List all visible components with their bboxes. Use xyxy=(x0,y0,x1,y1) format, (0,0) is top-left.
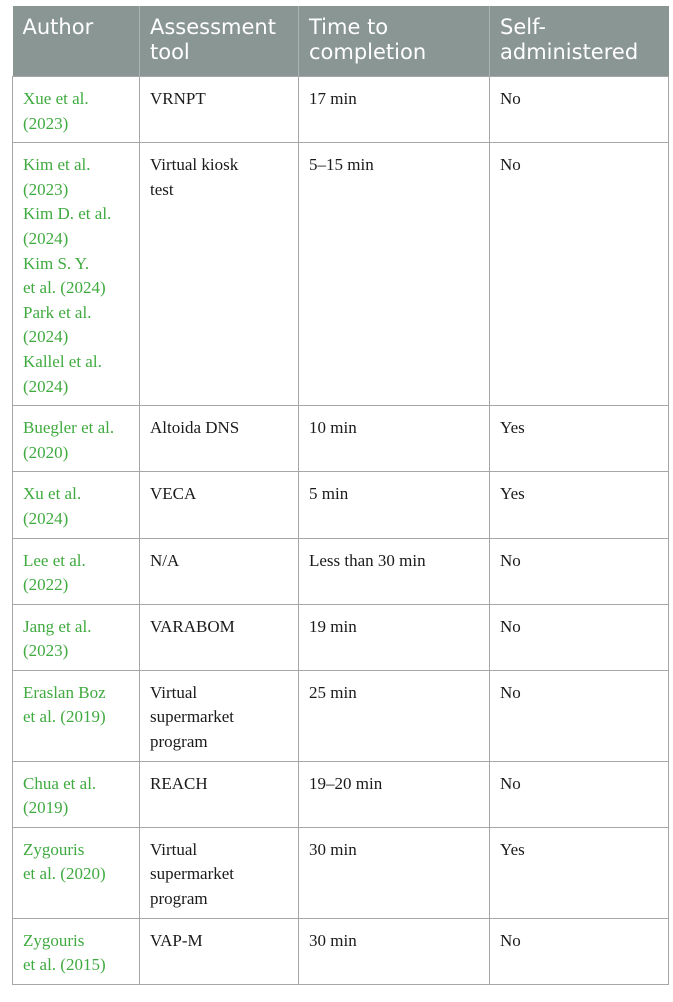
cell-assessment-tool xyxy=(140,538,299,604)
text-line: program xyxy=(150,889,208,909)
cell-time-to-completion xyxy=(299,761,490,827)
text-line: (2023) xyxy=(23,641,69,661)
cell-time-to-completion xyxy=(299,472,490,538)
header-self-administered xyxy=(490,6,669,77)
text-line: VAP-M xyxy=(150,930,203,950)
cell-time-to-completion xyxy=(299,77,490,143)
text-line: (2022) xyxy=(23,575,69,595)
text-line: VARABOM xyxy=(150,616,235,636)
text-line: program xyxy=(150,732,208,752)
header-row xyxy=(13,6,669,77)
cell-self-administered xyxy=(490,143,669,406)
cell-time-to-completion xyxy=(299,406,490,472)
text-line: Zygouris xyxy=(23,839,85,859)
text-line: tool xyxy=(150,40,190,64)
cell-assessment-tool xyxy=(140,143,299,406)
cell-self-administered xyxy=(490,604,669,670)
text-line: Chua et al. xyxy=(23,773,97,793)
text-line: Xu et al. xyxy=(23,484,82,504)
table-row xyxy=(13,77,669,143)
cell-self-administered xyxy=(490,827,669,918)
text-line: 5–15 min xyxy=(309,155,374,175)
cell-time-to-completion xyxy=(299,604,490,670)
text-line: administered xyxy=(500,40,639,64)
text-line: Jang et al. xyxy=(23,616,92,636)
text-line: VRNPT xyxy=(150,89,206,108)
text-line: (2023) xyxy=(23,113,69,133)
table-header xyxy=(13,6,669,77)
text-line: Less than 30 min xyxy=(309,550,426,570)
text-line: Yes xyxy=(500,484,525,504)
text-line: 17 min xyxy=(309,89,357,108)
text-line: (2019) xyxy=(23,798,69,818)
cell-time-to-completion xyxy=(299,143,490,406)
text-line: Virtual kiosk xyxy=(150,155,239,175)
text-line: Park et al. xyxy=(23,302,92,322)
cell-time-to-completion xyxy=(299,918,490,984)
cell-assessment-tool xyxy=(140,406,299,472)
text-line: Lee et al. xyxy=(23,550,86,570)
text-line: test xyxy=(150,179,174,199)
table-row xyxy=(13,761,669,827)
cell-author[interactable] xyxy=(13,538,140,604)
cell-assessment-tool xyxy=(140,827,299,918)
text-line: Assessment xyxy=(150,15,276,39)
text-line: 30 min xyxy=(309,930,357,950)
text-line: Yes xyxy=(500,418,525,438)
table-row xyxy=(13,406,669,472)
text-line: Virtual xyxy=(150,839,198,859)
cell-self-administered xyxy=(490,406,669,472)
table-row xyxy=(13,472,669,538)
text-line: 19–20 min xyxy=(309,773,383,793)
cell-time-to-completion xyxy=(299,538,490,604)
header-time-to-completion xyxy=(299,6,490,77)
text-line: Kim et al. xyxy=(23,155,91,175)
header-author xyxy=(13,6,140,77)
table-row xyxy=(13,538,669,604)
cell-assessment-tool xyxy=(140,604,299,670)
cell-self-administered xyxy=(490,538,669,604)
table-container xyxy=(12,6,668,985)
cell-self-administered xyxy=(490,77,669,143)
text-line: et al. (2020) xyxy=(23,864,106,884)
text-line: et al. (2024) xyxy=(23,278,106,298)
cell-time-to-completion xyxy=(299,827,490,918)
text-line: REACH xyxy=(150,773,208,793)
cell-self-administered xyxy=(490,918,669,984)
cell-time-to-completion xyxy=(299,670,490,761)
text-line: Kallel et al. xyxy=(23,351,102,371)
text-line: supermarket xyxy=(150,864,235,884)
cell-author[interactable] xyxy=(13,143,140,406)
table-row xyxy=(13,918,669,984)
cell-author[interactable] xyxy=(13,604,140,670)
cell-author[interactable] xyxy=(13,918,140,984)
text-line: (2020) xyxy=(23,442,69,462)
text-line: 30 min xyxy=(309,839,357,859)
text-line: completion xyxy=(309,40,427,64)
text-line: et al. (2015) xyxy=(23,955,106,975)
text-line: (2024) xyxy=(23,508,69,528)
cell-author[interactable] xyxy=(13,77,140,143)
text-line: (2024) xyxy=(23,327,69,347)
text-line: No xyxy=(500,550,521,570)
cell-author[interactable] xyxy=(13,406,140,472)
table-body xyxy=(13,77,669,985)
text-line: No xyxy=(500,682,521,702)
cell-self-administered xyxy=(490,670,669,761)
text-line: VECA xyxy=(150,484,197,504)
text-line: Altoida DNS xyxy=(150,418,240,438)
text-line: Buegler et al. xyxy=(23,418,115,438)
cell-assessment-tool xyxy=(140,472,299,538)
cell-assessment-tool xyxy=(140,918,299,984)
cell-assessment-tool xyxy=(140,77,299,143)
text-line: Kim D. et al. xyxy=(23,204,112,224)
text-line: Zygouris xyxy=(23,930,85,950)
cell-assessment-tool xyxy=(140,761,299,827)
text-line: Yes xyxy=(500,839,525,859)
cell-author[interactable] xyxy=(13,670,140,761)
assessment-table xyxy=(12,6,669,985)
text-line: No xyxy=(500,773,521,793)
cell-assessment-tool xyxy=(140,670,299,761)
text-line: Eraslan Boz xyxy=(23,682,106,702)
text-line: Xue et al. xyxy=(23,89,89,108)
text-line: Kim S. Y. xyxy=(23,253,90,273)
text-line: 19 min xyxy=(309,616,357,636)
text-line: No xyxy=(500,89,521,108)
text-line: Virtual xyxy=(150,682,198,702)
text-line: No xyxy=(500,930,521,950)
text-line: Author xyxy=(22,15,94,39)
text-line: supermarket xyxy=(150,707,235,727)
text-line: No xyxy=(500,155,521,175)
cell-author[interactable] xyxy=(13,472,140,538)
text-line: (2024) xyxy=(23,376,69,396)
header-assessment-tool xyxy=(140,6,299,77)
text-line: 25 min xyxy=(309,682,357,702)
text-line: et al. (2019) xyxy=(23,707,106,727)
text-line: N/A xyxy=(150,550,180,570)
table-row xyxy=(13,670,669,761)
table-row xyxy=(13,143,669,406)
cell-author[interactable] xyxy=(13,827,140,918)
text-line: No xyxy=(500,616,521,636)
cell-self-administered xyxy=(490,761,669,827)
text-line: (2023) xyxy=(23,179,69,199)
cell-self-administered xyxy=(490,472,669,538)
text-line: 5 min xyxy=(309,484,349,504)
text-line: 10 min xyxy=(309,418,357,438)
cell-author[interactable] xyxy=(13,761,140,827)
text-line: (2024) xyxy=(23,228,69,248)
table-row xyxy=(13,604,669,670)
text-line: Self- xyxy=(500,15,546,39)
text-line: Time to xyxy=(309,15,389,39)
table-row xyxy=(13,827,669,918)
